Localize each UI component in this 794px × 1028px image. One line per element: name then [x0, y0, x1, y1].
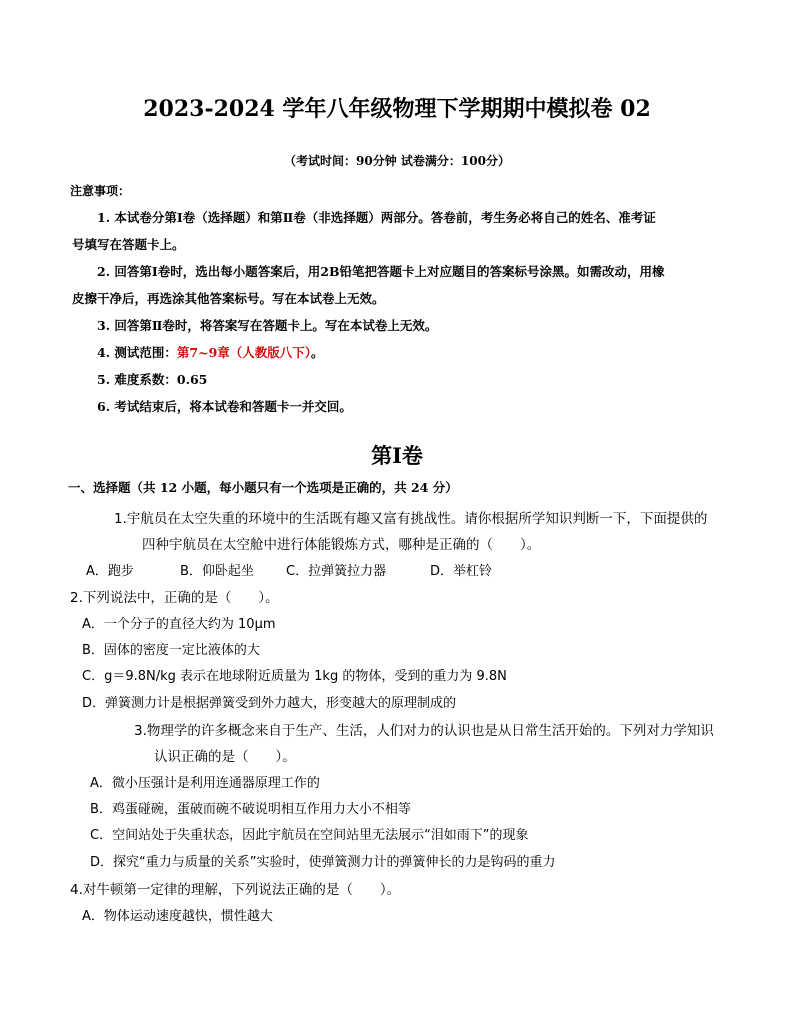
question-2-option-d: D．弹簧测力计是根据弹簧受到外力越大，形变越大的原理制成的	[82, 696, 457, 711]
notice-item-1: 1. 本试卷分第Ⅰ卷（选择题）和第Ⅱ卷（非选择题）两部分。答卷前，考生务必将自己的姓名、准考证	[97, 210, 656, 225]
question-3-option-c: C．空间站处于失重状态，因此宇航员在空间站里无法展示“泪如雨下”的现象	[90, 828, 529, 843]
notice-item-1-cont: 号填写在答题卡上。	[72, 237, 185, 252]
part-heading: 一、选择题（共 12 小题，每小题只有一个选项是正确的，共 24 分）	[68, 480, 458, 495]
question-3-option-b: B．鸡蛋碰碗，蛋破而碗不破说明相互作用力大小不相等	[90, 802, 411, 817]
question-1-option-d: D．举杠铃	[430, 564, 493, 579]
page-title: 2023-2024 学年八年级物理下学期期中模拟卷 02	[143, 96, 651, 122]
question-2-stem: 2.下列说法中，正确的是（ ）。	[70, 590, 279, 606]
test-scope: 第7~9章（人教版八下）	[176, 345, 312, 360]
notice-item-2: 2. 回答第Ⅰ卷时，选出每小题答案后，用2B铅笔把答题卡上对应题目的答案标号涂黑。如需改动，用橡	[97, 264, 665, 279]
question-4-option-a: A．物体运动速度越快，惯性越大	[82, 909, 273, 924]
question-4-stem: 4.对牛顿第一定律的理解，下列说法正确的是（ ）。	[70, 882, 401, 898]
section-title: 第Ⅰ卷	[371, 443, 423, 468]
question-1-option-b: B．仰卧起坐	[180, 564, 254, 579]
question-2-option-a: A．一个分子的直径大约为 10μm	[82, 617, 276, 632]
exam-info: （考试时间：90分钟 试卷满分：100分）	[284, 154, 510, 168]
notice-item-6: 6. 考试结束后，将本试卷和答题卡一并交回。	[97, 399, 352, 414]
notice-item-5: 5. 难度系数：0.65	[97, 372, 208, 387]
question-3-line-2: 认识正确的是（ ）。	[154, 749, 296, 765]
notice-item-3: 3. 回答第Ⅱ卷时，将答案写在答题卡上。写在本试卷上无效。	[97, 318, 438, 333]
question-1-line-1: 1.宇航员在太空失重的环境中的生活既有趣又富有挑战性。请你根据所学知识判断一下，下面提供的	[114, 511, 708, 527]
question-2-option-c: C．g＝9.8N/kg 表示在地球附近质量为 1kg 的物体，受到的重力为 9.8N	[82, 669, 507, 684]
question-1-option-a: A．跑步	[86, 564, 134, 579]
question-3-option-d: D．探究“重力与质量的关系”实验时，使弹簧测力计的弹簧伸长的力是钩码的重力	[90, 855, 556, 870]
question-1-option-c: C．拉弹簧拉力器	[286, 564, 387, 579]
notice-item-4-prefix: 4. 测试范围：	[97, 345, 177, 360]
question-1-line-2: 四种宇航员在太空舱中进行体能锻炼方式，哪种是正确的（ ）。	[142, 537, 541, 553]
notice-item-4	[97, 343, 324, 361]
notice-heading: 注意事项：	[70, 184, 131, 198]
notice-item-2-cont: 皮擦干净后，再选涂其他答案标号。写在本试卷上无效。	[72, 291, 385, 306]
question-3-option-a: A．微小压强计是利用连通器原理工作的	[90, 776, 320, 791]
question-3-line-1: 3.物理学的许多概念来自于生产、生活，人们对力的认识也是从日常生活开始的。下列对力学知识	[134, 723, 714, 739]
question-2-option-b: B．固体的密度一定比液体的大	[82, 643, 260, 658]
notice-item-4-suffix: 。	[311, 345, 324, 360]
